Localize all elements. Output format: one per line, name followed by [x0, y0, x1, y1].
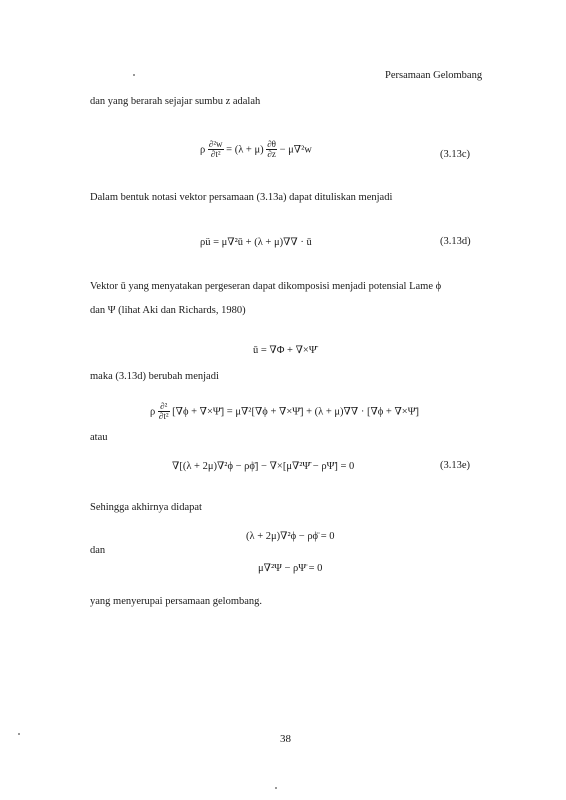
- paragraph-9: yang menyerupai persamaan gelombang.: [90, 596, 263, 607]
- running-header: Persamaan Gelombang: [385, 70, 483, 81]
- symbol-phi: ϕ: [435, 281, 442, 292]
- eq-fraction-d2w-dt2: $\frac{\text{∂²w}}{\text{∂t²}}$: [208, 139, 223, 160]
- paragraph-7: Sehingga akhirnya didapat: [90, 502, 202, 513]
- equation-expanded: [150, 402, 419, 422]
- symbol-u-vector: ū: [120, 281, 126, 292]
- equation-helmholtz: ū = ∇Φ + ∇×Ψ̄: [253, 345, 317, 356]
- scan-speck: [133, 74, 135, 76]
- paragraph-6: atau: [90, 432, 108, 443]
- eq-tail: − μ∇²w: [279, 144, 312, 156]
- equation-number-3-13d: (3.13d): [440, 236, 471, 247]
- eq-middle: = (λ + μ): [226, 144, 264, 156]
- equation-3-13c: [200, 140, 312, 160]
- eq-rho: ρ: [200, 144, 206, 156]
- scan-speck: [18, 733, 20, 735]
- paragraph-2: Dalam bentuk notasi vektor persamaan (3.13a) dapat dituliskan menjadi: [90, 192, 393, 203]
- equation-final-1: (λ + 2μ)∇²ϕ − ρϕ̈ = 0: [246, 531, 335, 542]
- paragraph-3: Vektor ū yang menyatakan pergeseran dapat dikomposisi menjadi potensial Lame ϕ: [90, 281, 442, 292]
- eq-rho: ρ: [150, 406, 156, 418]
- scan-speck: [275, 787, 277, 789]
- eq-fraction-d2-dt2: $\frac{\text{∂²}}{\text{∂t²}}$: [158, 401, 169, 422]
- equation-number-3-13e: (3.13e): [440, 460, 471, 471]
- equation-3-13e: ∇[(λ + 2μ)∇²ϕ − ρϕ̈] − ∇×[μ∇²Ψ̄ − ρΨ̈] = 0: [172, 461, 355, 472]
- paragraph-1: dan yang berarah sejajar sumbu z adalah: [90, 96, 261, 107]
- eq-fraction-dtheta-dz: $\frac{\partial\theta}{\partial z}$: [267, 139, 276, 160]
- equation-final-2: μ∇²Ψ − ρΨ̈ = 0: [258, 563, 323, 574]
- paragraph-4: dan Ψ (lihat Aki dan Richards, 1980): [90, 305, 246, 316]
- equation-number-3-13c: (3.13c): [440, 149, 471, 160]
- equation-3-13d: ρü = μ∇²ū + (λ + μ)∇∇ · ū: [200, 237, 312, 248]
- page-number: 38: [280, 733, 291, 745]
- eq-rest: [∇ϕ + ∇×Ψ̄] = μ∇²[∇ϕ + ∇×Ψ̄] + (λ + μ)∇∇ · [∇ϕ + ∇×Ψ̄]: [172, 406, 419, 418]
- paragraph-5: maka (3.13d) berubah menjadi: [90, 371, 219, 382]
- paragraph-8: dan: [90, 545, 106, 556]
